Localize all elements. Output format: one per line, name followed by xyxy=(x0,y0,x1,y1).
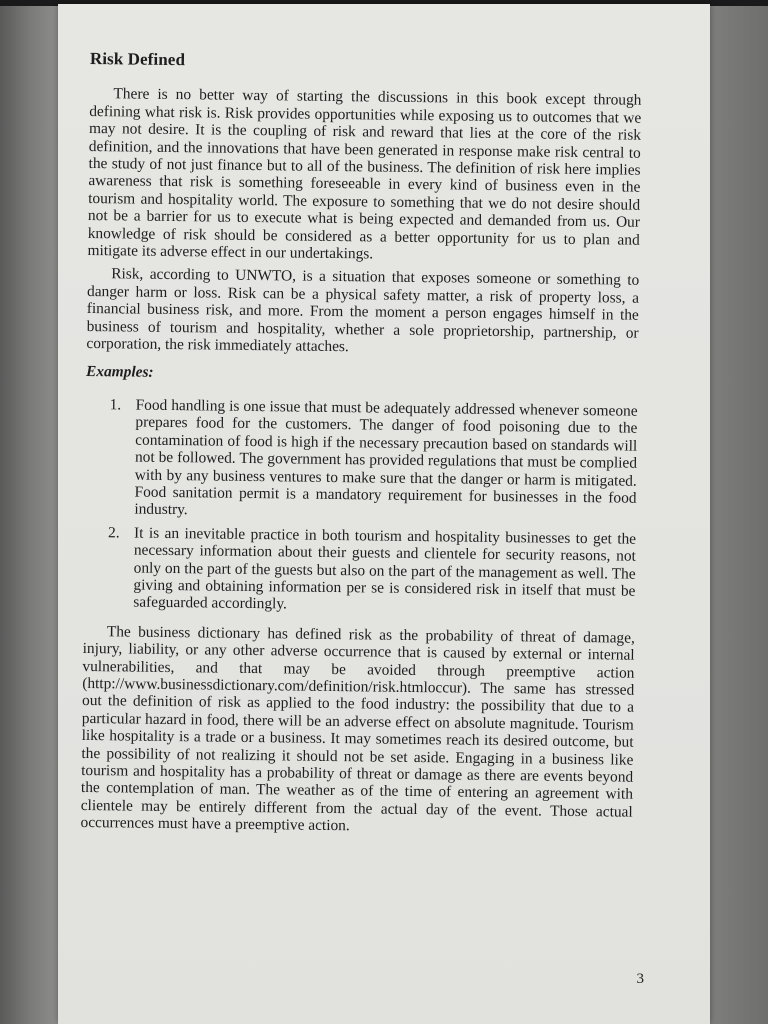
page-content xyxy=(80,50,642,844)
page-number: 3 xyxy=(636,971,644,987)
paragraph-risk-intro: There is no better way of starting the discussions in this book except through defining what risk is. Risk provides opportunities while exposing us to outcomes that we may not desire. It is the coupling of risk and reward that lies at the core of the risk definition, and the innovations that have been generated in response make risk central to the study of not just finance but to all of the business. The definition of risk here implies awareness that risk is something foreseeable in every kind of business even in the tourism and hospitality world. The exposure to something that we do not desire should not be a barrier for us to execute what is being expected and demanded from us. Our knowledge of risk should be considered as a better opportunity for us to plan and mitigate its adverse effect in our undertakings. xyxy=(87,85,642,263)
paragraph-unwto-definition: Risk, according to UNWTO, is a situation that exposes someone or something to danger harm or loss. Risk can be a physical safety matter, a risk of property loss, a financial business risk, and more. From the moment a person engages himself in the business of tourism and hospitality, whether a sole proprietorship, partnership, or corporation, the risk immediately attaches. xyxy=(86,265,640,356)
paragraph-business-dictionary: The business dictionary has defined risk as the probability of threat of damage, injury, liability, or any other adverse occurrence that is caused by external or internal vulnerabilities, and that may be avoided through preemptive action (http://www.businessdictionary.com/definition/risk.htmloccur). The same has stressed out the definition of risk as applied to the food industry: the possibility that due to a particular hazard in food, there will be an adverse effect on absolute magnitude. Tourism like hospitality is a trade or a business. It may sometimes reach its desired outcome, but the possibility of not realizing it should not be set aside. Engaging in a business like tourism and hospitality has a probability of threat or damage as there are events beyond the contemplation of man. The weather as of the time of entering an agreement with clientele may be entirely different from the actual day of the event. Those actual occurrences must have a preemptive action. xyxy=(80,623,635,835)
example-text: Food handling is one issue that must be adequately addressed whenever someone prepares food for the customers. The danger of food poisoning due to the contamination of food is high if the necessary precaution based on standards will not be followed. The government has provided regulations that must be complied with by any business ventures to make sure that the danger or harm is mitigated. Food sanitation permit is a mandatory requirement for businesses in the food industry. xyxy=(134,396,638,519)
book-page xyxy=(58,4,710,1024)
example-item xyxy=(107,524,636,617)
examples-label: Examples: xyxy=(85,362,154,381)
example-number: 2. xyxy=(108,524,120,542)
section-heading: Risk Defined xyxy=(89,49,186,70)
example-number: 1. xyxy=(109,396,122,414)
examples-list xyxy=(83,396,638,618)
example-item xyxy=(108,396,637,524)
example-text: It is an inevitable practice in both tourism and hospitality businesses to get the necessary information about their guests and clientele for security reasons, not only on the part of the guests but also on the part of the management as well. The giving and obtaining information per se is considered risk in itself that must be safeguarded accordingly. xyxy=(133,524,637,613)
